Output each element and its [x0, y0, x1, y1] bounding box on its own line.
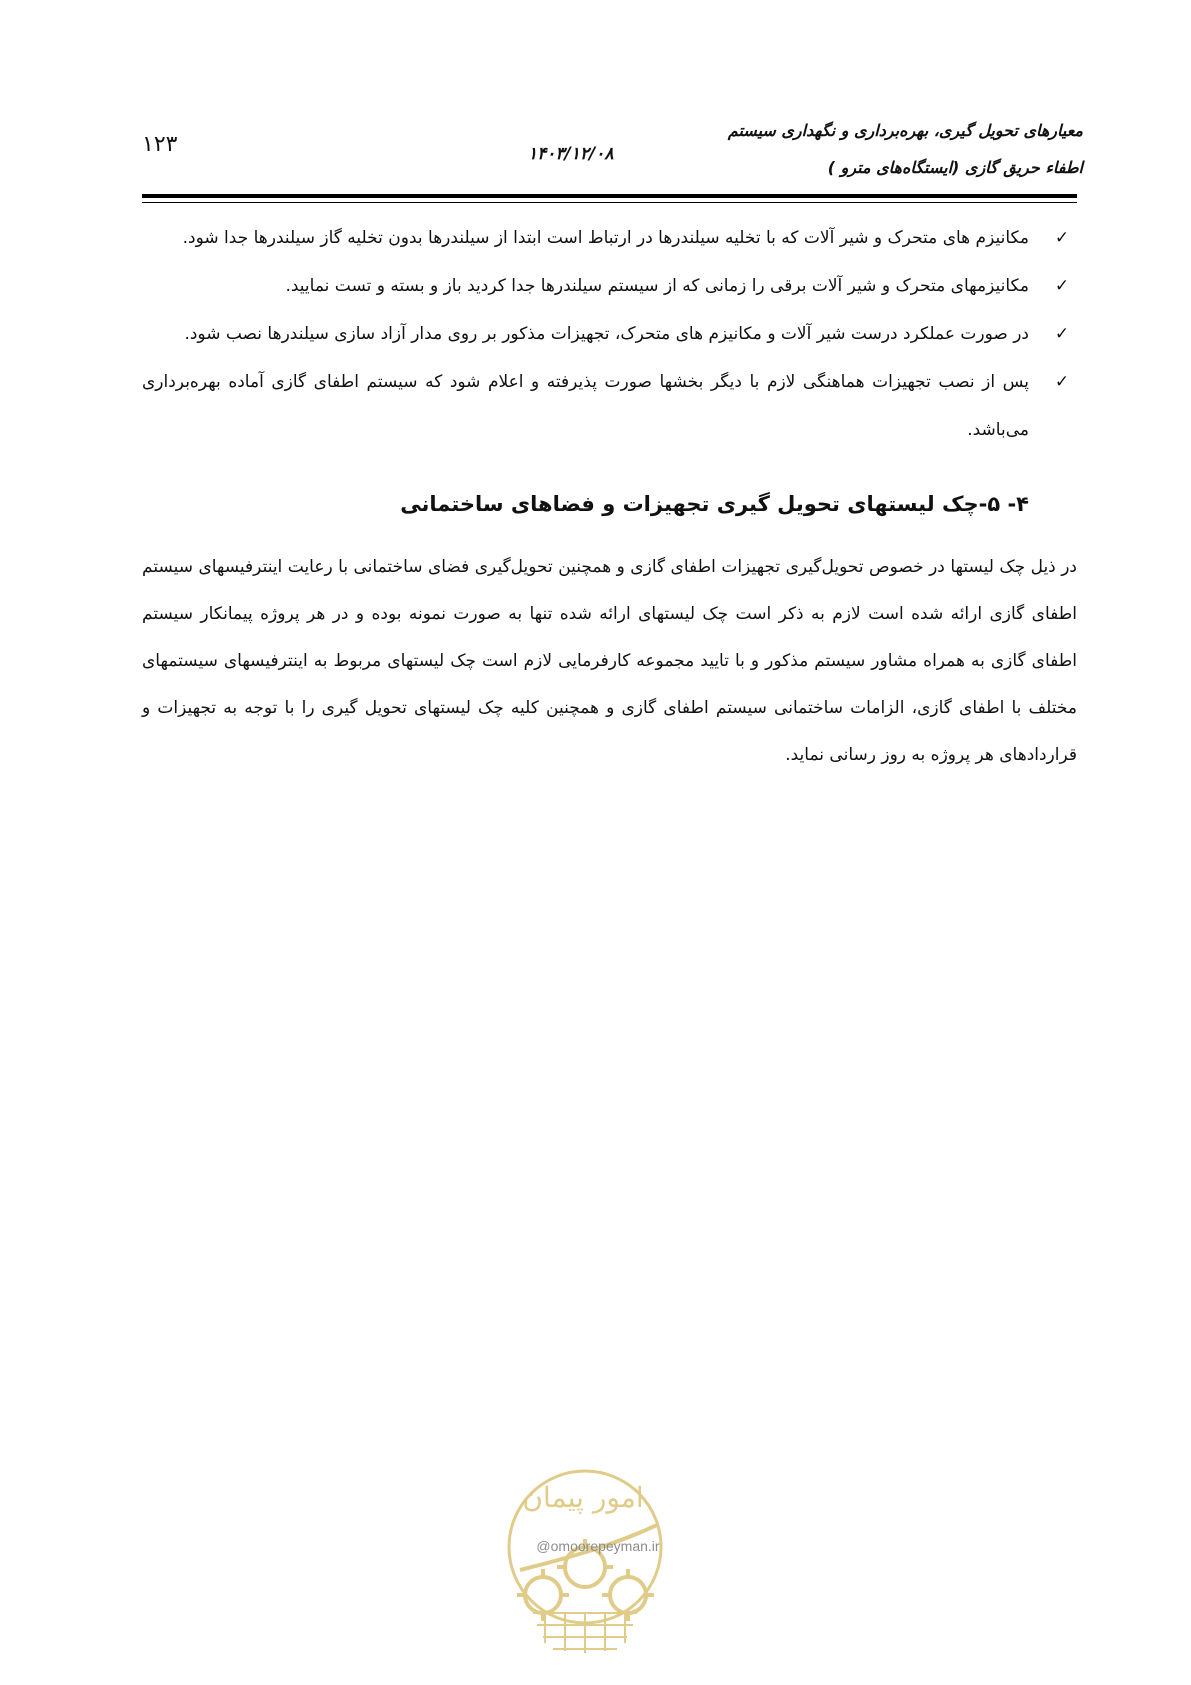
- gear-right: [610, 1577, 646, 1613]
- omoorepeyman-logo: [485, 1455, 685, 1685]
- watermark-grid-base: [533, 1613, 637, 1653]
- watermark-url: @omoorepeyman.ir: [536, 1538, 660, 1554]
- check-list-item: [142, 262, 1077, 310]
- check-list-item-text: مکانیزمهای متحرک و شیر آلات برقی را زمانی که از سیستم سیلندرها جدا کردید باز و بسته و تست نمایید.: [285, 276, 1029, 296]
- document-title-line-2: اطفاء حریق گازی (ایستگاه‌های مترو ): [827, 158, 1083, 177]
- check-list-item: [142, 214, 1077, 262]
- page-content: [142, 214, 1077, 779]
- document-title: [663, 112, 1083, 186]
- check-list-item-text: در صورت عملکرد درست شیر آلات و مکانیزم های متحرک، تجهیزات مذکور بر روی مدار آزاد سازی سیلندرها نصب شود.: [184, 324, 1029, 344]
- check-mark-icon: ✓: [1054, 324, 1070, 344]
- check-list-item: [142, 310, 1077, 358]
- gear-left: [525, 1577, 561, 1613]
- header-divider-thick: [142, 194, 1077, 198]
- page-number: ۱۲۳: [142, 132, 178, 157]
- header-date: ۱۴۰۳/۱۲/۰۸: [528, 144, 614, 164]
- check-list-item: [142, 358, 1077, 454]
- header-divider-thin: [142, 202, 1077, 203]
- check-mark-icon: ✓: [1054, 372, 1070, 392]
- watermark-logo-text: امور پیمان: [522, 1481, 644, 1514]
- check-mark-icon: ✓: [1054, 276, 1070, 296]
- check-mark-icon: ✓: [1054, 228, 1070, 248]
- section-paragraph: در ذیل چک لیستها در خصوص تحویل‌گیری تجهیزات اطفای گازی و همچنین تحویل‌گیری فضای ساختمانی با رعایت اینترفیسهای سیستم اطفای گازی ارائه شده است لازم به ذکر است چک لیستهای ارائه شده تنها به صورت نمونه بوده و در هر پروژه پیمانکار سیستم اطفای گازی به همراه مشاور سیستم مذکور و با تایید مجموعه کارفرمایی لازم است چک لیستهای مربوط به اینترفیسهای سیستمهای مختلف با اطفای گازی، الزامات ساختمانی سیستم اطفای گازی و همچنین کلیه چک لیستهای تحویل گیری را با توجه به تجهیزات و قراردادهای هر پروژه به روز رسانی نماید.: [142, 557, 1077, 765]
- document-title-line-1: معیارهای تحویل گیری، بهره‌برداری و نگهداری سیستم: [727, 121, 1083, 140]
- check-list-item-text: پس از نصب تجهیزات هماهنگی لازم با دیگر بخشها صورت پذیرفته و اعلام شود که سیستم اطفای گازی آماده بهره‌برداری می‌باشد.: [142, 372, 1029, 440]
- check-list-item-text: مکانیزم های متحرک و شیر آلات که با تخلیه سیلندرها در ارتباط است ابتدا از سیلندرها بدون تخلیه گاز سیلندرها جدا شود.: [182, 228, 1029, 248]
- check-list: [142, 214, 1077, 454]
- page-header: [0, 0, 1191, 210]
- section-heading: ۴- ۵-چک لیستهای تحویل گیری تجهیزات و فضاهای ساختمانی: [400, 492, 1029, 516]
